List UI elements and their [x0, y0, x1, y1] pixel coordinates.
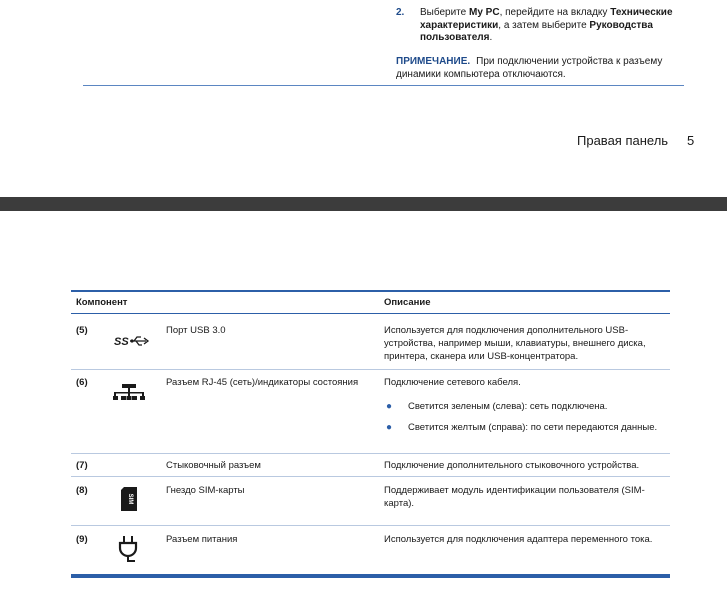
page-break-bar: [0, 197, 727, 211]
header-divider: [71, 313, 670, 314]
component-name: Стыковочный разъем: [166, 460, 261, 471]
component-description: Подключение дополнительного стыковочного устройства.: [384, 460, 640, 471]
step-number: 2.: [396, 7, 405, 18]
svg-text:SS: SS: [114, 336, 129, 348]
row-number: (5): [76, 325, 88, 336]
network-icon: [113, 384, 145, 400]
row-divider: [71, 476, 670, 477]
component-name: Разъем RJ-45 (сеть)/индикаторы состояния: [166, 377, 359, 388]
note: [396, 55, 686, 81]
column-header-component: Компонент: [76, 297, 128, 308]
row-number: (8): [76, 485, 88, 496]
table-top-border: [71, 290, 670, 292]
note-label: ПРИМЕЧАНИЕ.: [396, 56, 471, 67]
bullet-icon: ●: [386, 401, 393, 412]
component-description: Поддерживает модуль идентификации пользователя (SIM-карта).: [384, 485, 645, 509]
component-description: Используется для подключения адаптера переменного тока.: [384, 534, 653, 545]
footer-section-title: Правая панель: [577, 133, 669, 148]
component-description: Используется для подключения дополнительного USB-устройства, например мыши, клавиатуры, внешнего диска, принтера, сканера или USB-концентратора.: [384, 325, 646, 362]
svg-text:SIM: SIM: [127, 493, 133, 505]
footer-page-number: 5: [687, 133, 695, 148]
step-text: Выберите My PC, перейдите на вкладку Технические характеристики, а затем выберите Руководства пользователя.: [420, 7, 673, 43]
row-divider: [71, 369, 670, 370]
table-bottom-border: [71, 574, 670, 578]
section-divider: [83, 85, 684, 86]
component-name: Гнездо SIM-карты: [166, 485, 245, 496]
bullet-icon: ●: [386, 422, 393, 433]
row-number: (9): [76, 534, 88, 545]
row-divider: [71, 525, 670, 526]
sim-card-icon: [120, 486, 138, 512]
component-name: Разъем питания: [166, 534, 238, 545]
row-number: (7): [76, 460, 88, 471]
component-description: Подключение сетевого кабеля.: [384, 377, 521, 388]
column-header-description: Описание: [384, 297, 431, 308]
power-plug-icon: [118, 536, 138, 562]
component-name: Порт USB 3.0: [166, 325, 226, 336]
row-divider: [71, 453, 670, 454]
row-number: (6): [76, 377, 88, 388]
usb-ss-icon: [114, 334, 150, 348]
note-text: При подключении устройства к разъему динамики компьютера отключаются.: [396, 56, 663, 80]
